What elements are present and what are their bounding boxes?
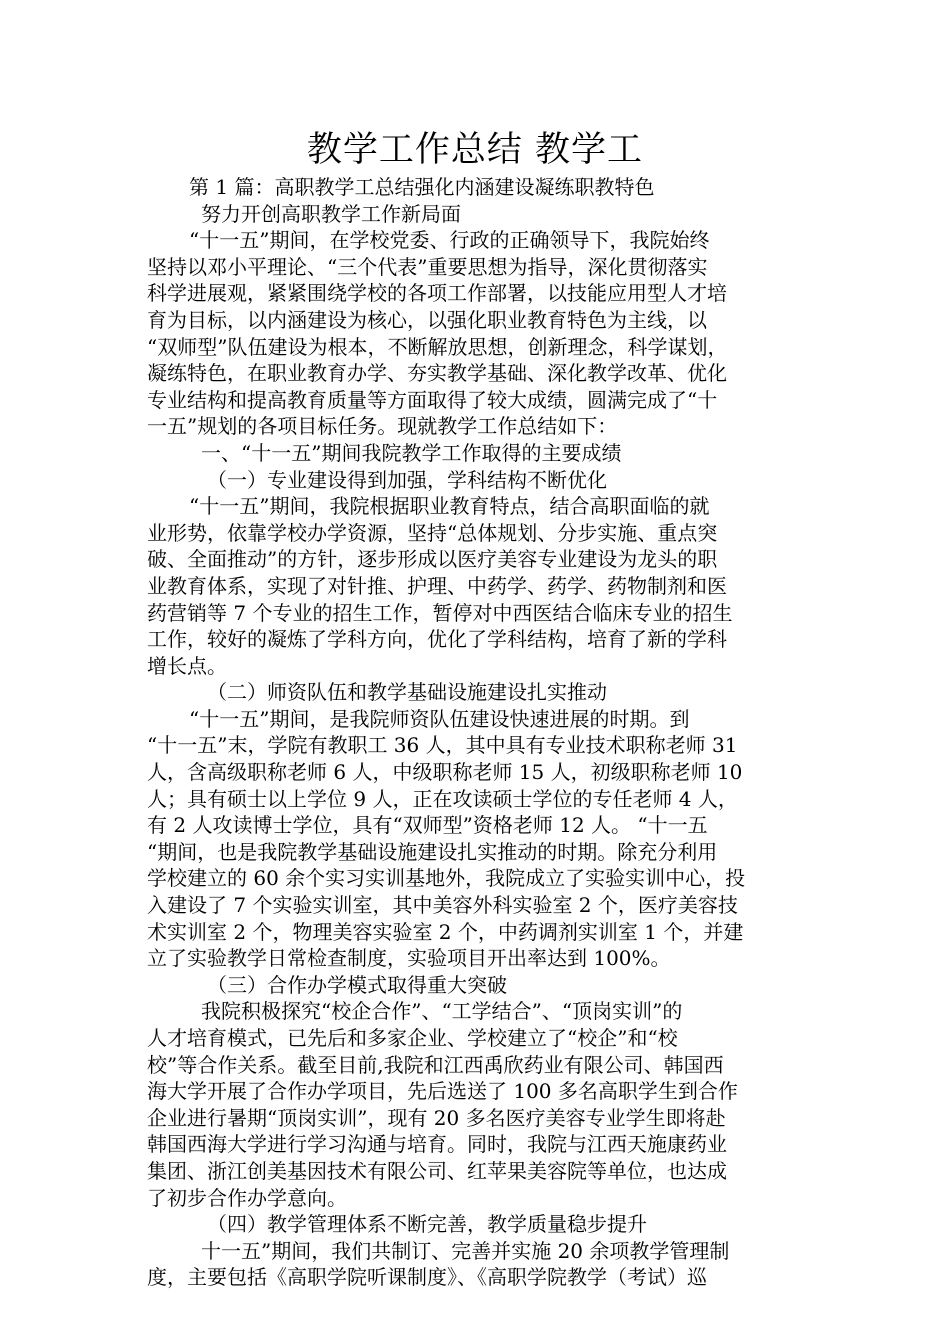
text-line: “期间，也是我院教学基础设施建设扎实推动的时期。除充分利用 <box>147 839 718 864</box>
subsection-heading: （二）师资队伍和教学基础设施建设扎实推动 <box>207 680 607 705</box>
text-line: 育为目标，以内涵建设为核心，以强化职业教育特色为主线，以 <box>147 307 707 332</box>
text-line: 韩国西海大学进行学习沟通与培育。同时，我院与江西天施康药业 <box>147 1132 727 1157</box>
text-line: 十一五”期间，我们共制订、完善并实施 20 余项教学管理制 <box>201 1238 730 1263</box>
text-line: 有 2 人攻读博士学位，具有“双师型”资格老师 12 人。 “十一五 <box>147 813 708 838</box>
text-line: “双师型”队伍建设为根本，不断解放思想，创新理念，科学谋划， <box>147 334 728 359</box>
text-line: 坚持以邓小平理论、“三个代表”重要思想为指导，深化贯彻落实 <box>147 254 708 279</box>
text-line: 校”等合作关系。截至目前,我院和江西禹欣药业有限公司、韩国西 <box>147 1052 724 1077</box>
text-line: 一五”规划的各项目标任务。现就教学工作总结如下： <box>147 414 618 439</box>
subsection-heading: （三）合作办学模式取得重大突破 <box>207 972 507 997</box>
text-line: 立了实验教学日常检查制度，实验项目开出率达到 100%。 <box>147 946 671 971</box>
text-line: 凝练特色，在职业教育办学、夯实教学基础、深化教学改革、优化 <box>147 361 727 386</box>
text-line: 专业结构和提高教育质量等方面取得了较大成绩，圆满完成了“十 <box>147 387 718 412</box>
page-title: 教学工作总结 教学工 <box>306 130 644 170</box>
text-line: 企业进行暑期“顶岗实训”，现有 20 多名医疗美容专业学生即将赴 <box>147 1105 726 1130</box>
text-line: “十一五”期间，我院根据职业教育特点，结合高职面临的就 <box>189 494 710 519</box>
text-line: 人；具有硕士以上学位 9 人，正在攻读硕士学位的专任老师 4 人， <box>147 786 738 811</box>
chapter-heading: 第 1 篇：高职教学工总结强化内涵建设凝练职教特色 <box>189 175 655 199</box>
text-line: 度，主要包括《高职学院听课制度》、《高职学院教学（考试）巡 <box>147 1265 707 1290</box>
text-line: “十一五”期间，在学校党委、行政的正确领导下，我院始终 <box>189 228 710 253</box>
text-line: 海大学开展了合作办学项目，先后选送了 100 多名高职学生到合作 <box>147 1079 738 1104</box>
text-line: 我院积极探究“校企合作”、“工学结合”、“顶岗实训”的 <box>201 999 683 1024</box>
text-line: 工作，较好的凝炼了学科方向，优化了学科结构，培育了新的学科 <box>147 627 727 652</box>
text-line: 人才培育模式，已先后和多家企业、学校建立了“校企”和“校 <box>147 1026 678 1050</box>
text-line: 科学进展观，紧紧围绕学校的各项工作部署，以技能应用型人才培 <box>147 281 727 306</box>
section-heading: 一、“十一五”期间我院教学工作取得的主要成绩 <box>201 440 622 465</box>
subsection-heading: （四）教学管理体系不断完善，教学质量稳步提升 <box>207 1212 647 1237</box>
subsection-heading: （一）专业建设得到加强，学科结构不断优化 <box>207 467 607 492</box>
text-line: 业教育体系，实现了对针推、护理、中药学、药学、药物制剂和医 <box>147 573 727 598</box>
text-line: 集团、浙江创美基因技术有限公司、红苹果美容院等单位，也达成 <box>147 1158 727 1183</box>
text-line: 增长点。 <box>147 653 227 678</box>
body-text <box>147 174 807 1291</box>
text-line: 业形势，依靠学校办学资源，坚持“总体规划、分步实施、重点突 <box>147 520 718 545</box>
text-line: “十一五”期间，是我院师资队伍建设快速进展的时期。到 <box>189 706 690 731</box>
text-line: “十一五”末，学院有教职工 36 人，其中具有专业技术职称老师 31 <box>147 733 738 758</box>
text-line: 学校建立的 60 余个实习实训基地外，我院成立了实验实训中心，投 <box>147 866 746 891</box>
chapter-subheading: 努力开创高职教学工作新局面 <box>201 201 461 226</box>
text-line: 了初步合作办学意向。 <box>147 1185 347 1210</box>
text-line: 破、全面推动”的方针，逐步形成以医疗美容专业建设为龙头的职 <box>147 547 718 572</box>
text-line: 药营销等 7 个专业的招生工作，暂停对中西医结合临床专业的招生 <box>147 600 733 625</box>
text-line: 人，含高级职称老师 6 人，中级职称老师 15 人，初级职称老师 10 <box>147 760 743 785</box>
text-line: 术实训室 2 个，物理美容实验室 2 个，中药调剂实训室 1 个，并建 <box>147 919 744 944</box>
text-line: 入建设了 7 个实验实训室，其中美容外科实验室 2 个，医疗美容技 <box>147 893 738 918</box>
